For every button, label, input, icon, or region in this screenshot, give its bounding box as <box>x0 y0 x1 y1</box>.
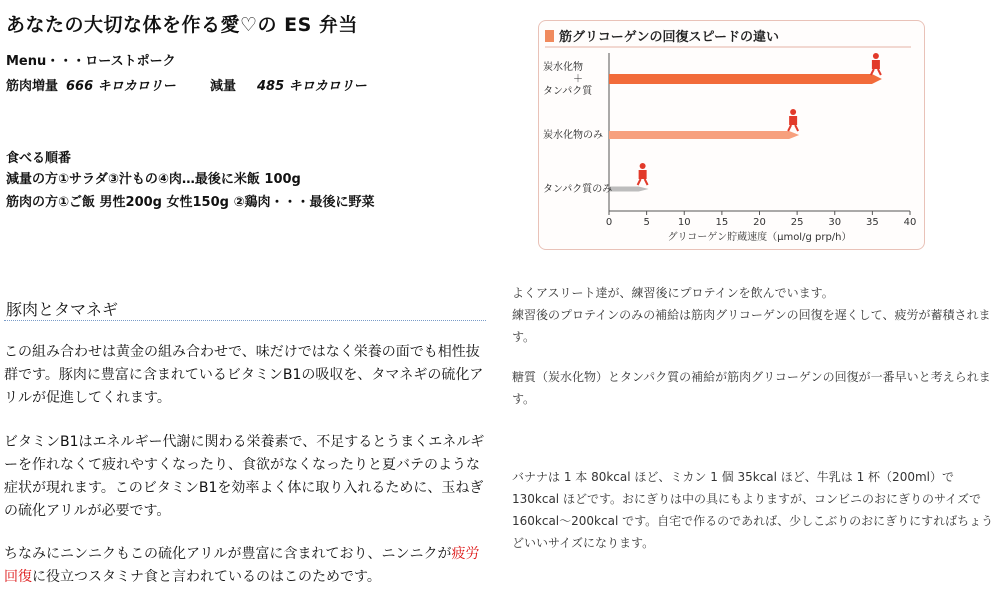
pork-paragraph-1: この組み合わせは黄金の組み合わせで、味だけではなく栄養の面でも相性抜群です。豚肉に豊富に含まれているビタミンB1の吸収を、タマネギの硫化アリルが促進してくれます。 <box>4 344 484 406</box>
category-label: ＋ <box>573 74 583 85</box>
category-label: 炭水化物 <box>543 62 583 73</box>
x-tick-label: 35 <box>866 217 879 228</box>
runner-icon <box>872 60 880 69</box>
x-tick-label: 5 <box>643 217 650 228</box>
muscle-gain-label: 筋肉増量 <box>6 79 59 94</box>
pork-heading: 豚肉とタマネギ <box>6 300 119 319</box>
x-tick-label: 15 <box>715 217 729 228</box>
runner-icon <box>645 179 648 185</box>
x-tick-label: 10 <box>677 217 691 228</box>
x-tick-label: 30 <box>828 217 842 228</box>
right-paragraph-2: 糖質（炭水化物）とタンパク質の補給が筋肉グリコーゲンの回復が一番早いと考えられます。 <box>512 370 991 406</box>
right-paragraph-1 <box>512 282 996 348</box>
glycogen-chart <box>539 21 924 249</box>
runner-icon <box>878 69 881 75</box>
pork-paragraph-3-end: に役立つスタミナ食と言われているのはこのためです。 <box>32 569 381 585</box>
order-heading: 食べる順番 <box>6 151 72 166</box>
weight-loss-label: 減量 <box>210 79 237 94</box>
bar <box>609 74 882 84</box>
pork-paragraph-3 <box>4 543 490 589</box>
bar <box>609 187 649 192</box>
x-tick-label: 20 <box>753 217 766 228</box>
bar <box>609 131 799 139</box>
runner-icon <box>790 109 796 115</box>
menu-line: Menu・・・ローストポーク <box>6 54 176 69</box>
x-axis-label: グリコーゲン貯蔵速度（μmol/g prp/h） <box>667 232 852 243</box>
runner-icon <box>873 53 879 59</box>
runner-icon <box>795 125 798 131</box>
runner-icon <box>639 170 647 179</box>
x-tick-label: 0 <box>605 217 613 228</box>
muscle-gain-value: 666 キロカロリー <box>66 79 176 94</box>
pork-paragraph-2: ビタミンB1はエネルギー代謝に関わる栄養素で、不足するとうまくエネルギーを作れなくて疲れやすくなったり、食欲がなくなったりと夏バテのような症状が現れます。このビタミンB1を効率よく体に取り入れるために、玉ねぎの硫化アリルが必要です。 <box>4 434 485 519</box>
right-paragraph-3: バナナは 1 本 80kcal ほど、ミカン 1 個 35kcal ほど、牛乳は 1 杯（200ml）で 130kcal ほどです。おにぎりは中の具にもよりますが、コンビニのおにぎりのサイズで 160kcal～200kcal です。自宅で作るのであれば、少しこぶりのおにぎりにすればちょうどいいサイズになります。 <box>512 470 994 550</box>
runner-icon <box>638 179 641 185</box>
category-label: タンパク質のみ <box>543 184 613 195</box>
x-tick-label: 40 <box>903 217 917 228</box>
right-paragraph-1b: 練習後のプロテインのみの補給は筋肉グリコーゲンの回復を遅くして、疲労が蓄積されます。 <box>512 308 991 344</box>
right-paragraph-1a: よくアスリート達が、練習後にプロテインを飲んでいます。 <box>512 286 834 300</box>
order-gain-line: 筋肉の方①ご飯 男性200g 女性150g ②鶏肉・・・最後に野菜 <box>6 195 375 210</box>
fatigue-recovery-link[interactable]: 疲労回復 <box>4 546 480 585</box>
category-label: タンパク質 <box>543 86 593 97</box>
runner-icon <box>640 163 646 169</box>
runner-icon <box>788 125 791 131</box>
x-tick-label: 25 <box>790 217 804 228</box>
section-divider <box>4 320 486 321</box>
chart-title: 筋グリコーゲンの回復スピードの違い <box>559 30 779 45</box>
weight-loss-value: 485 キロカロリー <box>257 79 367 94</box>
chart-title-marker <box>545 30 554 42</box>
order-loss-line: 減量の方①サラダ③汁もの④肉…最後に米飯 100g <box>6 172 301 187</box>
chart-frame <box>538 20 925 250</box>
category-label: 炭水化物のみ <box>543 130 603 141</box>
pork-paragraph-3-start: ちなみにニンニクもこの硫化アリルが豊富に含まれており、ニンニクが <box>4 546 452 562</box>
runner-icon <box>871 69 874 75</box>
page-title: あなたの大切な体を作る愛♡の ES 弁当 <box>6 14 358 36</box>
runner-icon <box>789 116 797 125</box>
